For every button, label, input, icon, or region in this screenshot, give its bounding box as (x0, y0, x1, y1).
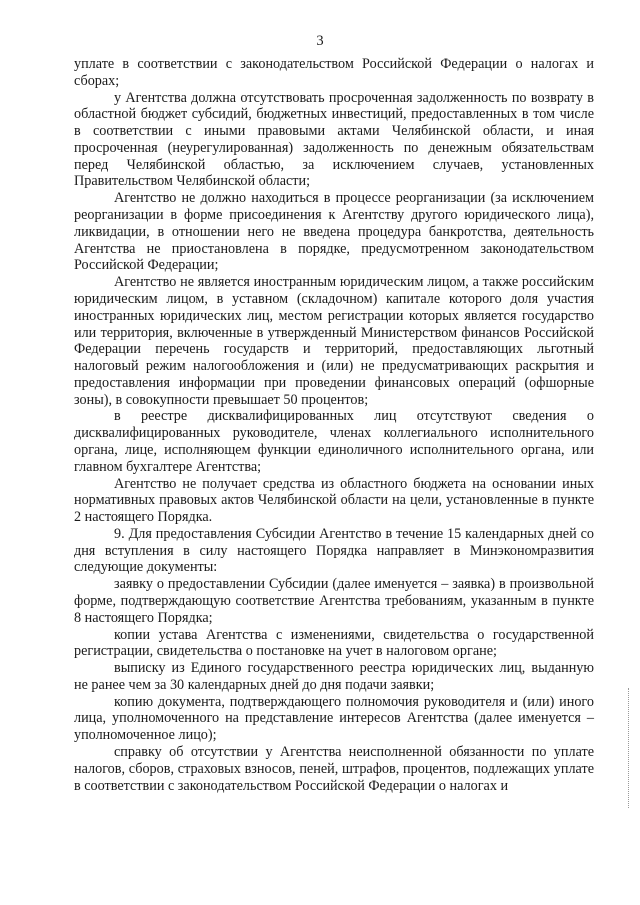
paragraph-disqualified-persons-requirement: в реестре дисквалифицированных лиц отсутствуют сведения о дисквалифицированных руководителе, членах коллегиального исполнительного органа, лице, исполняющем функции единоличного исполнительного органа, или главном бухгалтере Агентства; (74, 408, 594, 475)
paragraph-reorganization-requirement: Агентство не должно находиться в процессе реорганизации (за исключением реорганизации в форме присоединения к Агентству другого юридического лица), ликвидации, в отношении него не введена процедура банкротства, деятельность Агентства не приостановлена в порядке, предусмотренном законодательством Российской Федерации; (74, 190, 594, 274)
paragraph-registry-extract: выписку из Единого государственного реестра юридических лиц, выданную не ранее чем за 30 календарных дней до дня подачи заявки; (74, 660, 594, 693)
paragraph-other-funding-requirement: Агентство не получает средства из областного бюджета на основании иных нормативных правовых актов Челябинской области на цели, установленные в пункте 2 настоящего Порядка. (74, 475, 594, 526)
paragraph-debt-requirement: у Агентства должна отсутствовать просроченная задолженность по возврату в областной бюджет субсидий, бюджетных инвестиций, предоставленных в том числе в соответствии с иными правовыми актами Челябинской области, и иная просроченная (неурегулированная) задолженность по денежным обязательствам перед Челябинской областью, за исключением случаев, установленных Правительством Челябинской области; (74, 89, 594, 190)
paragraph-application: заявку о предоставлении Субсидии (далее именуется – заявка) в произвольной форме, подтверждающую соответствие Агентства требованиям, указанным в пункте 8 настоящего Порядка; (74, 576, 594, 626)
paragraph-item-9: 9. Для предоставления Субсидии Агентство в течение 15 календарных дней со дня вступления в силу настоящего Порядка направляет в Минэкономразвития следующие документы: (74, 525, 594, 576)
paragraph-foreign-entity-requirement: Агентство не является иностранным юридическим лицом, а также российским юридическим лицом, в уставном (складочном) капитале которого доля участия иностранных юридических лиц, местом регистрации которых является государство или территория, включенные в утвержденный Министерством финансов Российской Федерации перечень государств и территорий, предоставляющих льготный налоговый режим налогообложения и (или) не предусматривающих раскрытия и предоставления информации при проведении финансовых операций (офшорные зоны), в совокупности превышает 50 процентов; (74, 274, 594, 408)
paragraph-authority-document: копию документа, подтверждающего полномочия руководителя и (или) иного лица, уполномоченного на представление интересов Агентства (далее именуется – уполномоченное лицо); (74, 693, 594, 744)
document-body (74, 56, 594, 794)
paragraph-tax-certificate: справку об отсутствии у Агентства неисполненной обязанности по уплате налогов, сборов, страховых взносов, пеней, штрафов, процентов, подлежащих уплате в соответствии с законодательством Российской Федерации о налогах и (74, 744, 594, 794)
margin-scan-mark (628, 688, 631, 808)
page-number: 3 (316, 33, 324, 49)
paragraph-continuation: уплате в соответствии с законодательством Российской Федерации о налогах и сборах; (74, 56, 594, 89)
paragraph-charter-copies: копии устава Агентства с изменениями, свидетельства о государственной регистрации, свидетельства о постановке на учет в налоговом органе; (74, 626, 594, 660)
